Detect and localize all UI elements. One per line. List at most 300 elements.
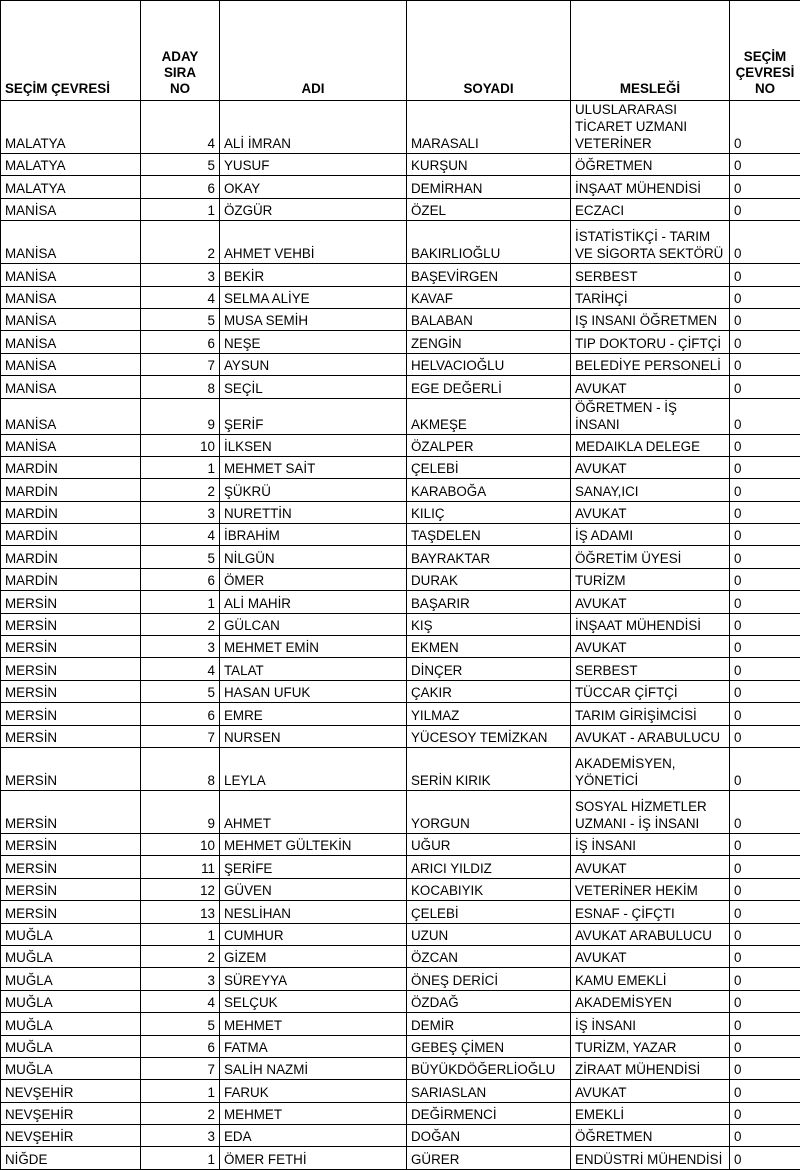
name-cell: MEHMET EMİN (220, 636, 407, 658)
profession-cell: EMEKLİ (571, 1102, 730, 1124)
surname-cell: BAYRAKTAR (407, 546, 571, 568)
district-no-cell: 0 (730, 154, 800, 176)
table-row (1, 264, 800, 286)
district-cell: MERSİN (1, 636, 141, 658)
district-no-cell: 0 (730, 790, 800, 833)
surname-cell: KOCABIYIK (407, 878, 571, 900)
table-row (1, 790, 800, 833)
order-cell: 2 (141, 945, 220, 967)
profession-cell: ENDÜSTRİ MÜHENDİSİ (571, 1147, 730, 1169)
surname-cell: ÇELEBİ (407, 901, 571, 923)
table-row (1, 901, 800, 923)
surname-cell: UĞUR (407, 833, 571, 855)
order-cell: 10 (141, 434, 220, 456)
district-cell: MALATYA (1, 176, 141, 198)
order-cell: 5 (141, 680, 220, 702)
district-cell: NEVŞEHİR (1, 1125, 141, 1147)
district-cell: NEVŞEHİR (1, 1080, 141, 1102)
profession-cell: İŞ İNSANI (571, 1013, 730, 1035)
district-no-cell: 0 (730, 1080, 800, 1102)
table-row (1, 1013, 800, 1035)
surname-cell: DOĞAN (407, 1125, 571, 1147)
name-cell: GÜVEN (220, 878, 407, 900)
name-cell: SELÇUK (220, 990, 407, 1012)
district-no-cell: 0 (730, 878, 800, 900)
profession-cell: SERBEST (571, 658, 730, 680)
order-cell: 4 (141, 286, 220, 308)
name-cell: FARUK (220, 1080, 407, 1102)
profession-cell: ÖĞRETİM ÜYESİ (571, 546, 730, 568)
name-cell: CUMHUR (220, 923, 407, 945)
surname-cell: ÖZDAĞ (407, 990, 571, 1012)
surname-cell: YÜCESOY TEMİZKAN (407, 725, 571, 747)
district-cell: MERSİN (1, 658, 141, 680)
order-cell: 1 (141, 923, 220, 945)
name-cell: İBRAHİM (220, 524, 407, 546)
district-cell: MANİSA (1, 286, 141, 308)
district-no-cell: 0 (730, 331, 800, 353)
table-row (1, 501, 800, 523)
profession-cell: ULUSLARARASI TİCARET UZMANI VETERİNER (571, 101, 730, 154)
name-cell: NURSEN (220, 725, 407, 747)
table-row (1, 1125, 800, 1147)
district-no-cell: 0 (730, 501, 800, 523)
surname-cell: YORGUN (407, 790, 571, 833)
name-cell: FATMA (220, 1035, 407, 1057)
district-cell: MANİSA (1, 398, 141, 434)
district-cell: MARDİN (1, 568, 141, 590)
district-no-cell: 0 (730, 176, 800, 198)
table-row (1, 376, 800, 398)
table-row (1, 154, 800, 176)
surname-cell: BÜYÜKDÖĞERLİOĞLU (407, 1057, 571, 1079)
profession-cell: ECZACI (571, 198, 730, 220)
order-cell: 2 (141, 479, 220, 501)
district-no-cell: 0 (730, 264, 800, 286)
profession-cell: AVUKAT (571, 456, 730, 478)
table-row (1, 923, 800, 945)
profession-cell: SANAY,ICI (571, 479, 730, 501)
surname-cell: ÇAKIR (407, 680, 571, 702)
table-row (1, 613, 800, 635)
order-cell: 7 (141, 725, 220, 747)
profession-cell: TIP DOKTORU - ÇİFTÇİ (571, 331, 730, 353)
district-cell: MERSİN (1, 703, 141, 725)
profession-cell: İSTATİSTİKÇİ - TARIM VE SİGORTA SEKTÖRÜ (571, 221, 730, 264)
surname-cell: TAŞDELEN (407, 524, 571, 546)
surname-cell: DEMİR (407, 1013, 571, 1035)
profession-cell: İŞ ADAMI (571, 524, 730, 546)
surname-cell: BALABAN (407, 308, 571, 330)
order-cell: 1 (141, 1080, 220, 1102)
name-cell: MEHMET GÜLTEKİN (220, 833, 407, 855)
name-cell: SELMA ALİYE (220, 286, 407, 308)
district-no-cell: 0 (730, 833, 800, 855)
name-cell: GİZEM (220, 945, 407, 967)
order-cell: 2 (141, 613, 220, 635)
order-cell: 2 (141, 1102, 220, 1124)
profession-cell: ÖĞRETMEN - İŞ İNSANI (571, 398, 730, 434)
surname-cell: HELVACIOĞLU (407, 353, 571, 375)
table-row (1, 968, 800, 990)
surname-cell: UZUN (407, 923, 571, 945)
district-no-cell: 0 (730, 1147, 800, 1169)
name-cell: HASAN UFUK (220, 680, 407, 702)
order-cell: 9 (141, 398, 220, 434)
district-cell: MANİSA (1, 308, 141, 330)
name-cell: ŞÜKRÜ (220, 479, 407, 501)
district-no-cell: 0 (730, 1035, 800, 1057)
header-surname: SOYADI (407, 1, 571, 101)
surname-cell: KIŞ (407, 613, 571, 635)
name-cell: ÖMER (220, 568, 407, 590)
order-cell: 10 (141, 833, 220, 855)
profession-cell: ESNAF - ÇİFÇTI (571, 901, 730, 923)
name-cell: AYSUN (220, 353, 407, 375)
district-cell: MUĞLA (1, 1035, 141, 1057)
district-no-cell: 0 (730, 968, 800, 990)
name-cell: NİLGÜN (220, 546, 407, 568)
district-no-cell: 0 (730, 658, 800, 680)
name-cell: MEHMET (220, 1102, 407, 1124)
table-row (1, 331, 800, 353)
table-row (1, 398, 800, 434)
order-cell: 6 (141, 1035, 220, 1057)
table-row (1, 353, 800, 375)
surname-cell: BAKIRLIOĞLU (407, 221, 571, 264)
district-cell: MERSİN (1, 833, 141, 855)
name-cell: YUSUF (220, 154, 407, 176)
district-cell: MUĞLA (1, 968, 141, 990)
surname-cell: KAVAF (407, 286, 571, 308)
profession-cell: İŞ İNSANI (571, 833, 730, 855)
table-row (1, 636, 800, 658)
district-no-cell: 0 (730, 546, 800, 568)
district-no-cell: 0 (730, 376, 800, 398)
table-row (1, 856, 800, 878)
district-no-cell: 0 (730, 591, 800, 613)
table-row (1, 878, 800, 900)
profession-cell: KAMU EMEKLİ (571, 968, 730, 990)
surname-cell: KARABOĞA (407, 479, 571, 501)
district-no-cell: 0 (730, 636, 800, 658)
name-cell: BEKİR (220, 264, 407, 286)
profession-cell: İNŞAAT MÜHENDİSİ (571, 176, 730, 198)
profession-cell: AVUKAT (571, 501, 730, 523)
table-row (1, 221, 800, 264)
surname-cell: ZENGİN (407, 331, 571, 353)
table-row (1, 591, 800, 613)
header-name: ADI (220, 1, 407, 101)
header-district: SEÇİM ÇEVRESİ (1, 1, 141, 101)
order-cell: 4 (141, 658, 220, 680)
order-cell: 9 (141, 790, 220, 833)
table-row (1, 456, 800, 478)
profession-cell: AVUKAT (571, 856, 730, 878)
surname-cell: MARASALI (407, 101, 571, 154)
table-row (1, 1057, 800, 1079)
surname-cell: DEĞİRMENCİ (407, 1102, 571, 1124)
district-no-cell: 0 (730, 308, 800, 330)
order-cell: 1 (141, 198, 220, 220)
profession-cell: İNŞAAT MÜHENDİSİ (571, 613, 730, 635)
district-cell: MERSİN (1, 591, 141, 613)
surname-cell: EKMEN (407, 636, 571, 658)
district-no-cell: 0 (730, 101, 800, 154)
district-no-cell: 0 (730, 680, 800, 702)
order-cell: 1 (141, 1147, 220, 1169)
table-header (1, 1, 800, 101)
district-cell: MERSİN (1, 747, 141, 790)
table-row (1, 680, 800, 702)
district-cell: MALATYA (1, 154, 141, 176)
profession-cell: AVUKAT (571, 945, 730, 967)
order-cell: 6 (141, 703, 220, 725)
order-cell: 1 (141, 591, 220, 613)
district-no-cell: 0 (730, 703, 800, 725)
district-no-cell: 0 (730, 856, 800, 878)
header-district-no: SEÇİM ÇEVRESİ NO (730, 1, 800, 101)
order-cell: 5 (141, 546, 220, 568)
district-no-cell: 0 (730, 286, 800, 308)
header-profession: MESLEĞİ (571, 1, 730, 101)
profession-cell: AKADEMİSYEN, YÖNETİCİ (571, 747, 730, 790)
district-cell: MUĞLA (1, 990, 141, 1012)
district-no-cell: 0 (730, 923, 800, 945)
surname-cell: EGE DEĞERLİ (407, 376, 571, 398)
order-cell: 12 (141, 878, 220, 900)
district-no-cell: 0 (730, 479, 800, 501)
order-cell: 6 (141, 568, 220, 590)
district-cell: NEVŞEHİR (1, 1102, 141, 1124)
profession-cell: AVUKAT (571, 1080, 730, 1102)
district-cell: MANİSA (1, 353, 141, 375)
district-cell: MANİSA (1, 376, 141, 398)
name-cell: SEÇİL (220, 376, 407, 398)
profession-cell: BELEDİYE PERSONELİ (571, 353, 730, 375)
order-cell: 6 (141, 176, 220, 198)
order-cell: 11 (141, 856, 220, 878)
district-no-cell: 0 (730, 456, 800, 478)
order-cell: 4 (141, 524, 220, 546)
surname-cell: ARICI YILDIZ (407, 856, 571, 878)
order-cell: 3 (141, 968, 220, 990)
district-cell: MARDİN (1, 456, 141, 478)
district-no-cell: 0 (730, 725, 800, 747)
district-no-cell: 0 (730, 524, 800, 546)
profession-cell: VETERİNER HEKİM (571, 878, 730, 900)
name-cell: MUSA SEMİH (220, 308, 407, 330)
table-row (1, 1080, 800, 1102)
order-cell: 8 (141, 747, 220, 790)
surname-cell: ÇELEBİ (407, 456, 571, 478)
name-cell: AHMET VEHBİ (220, 221, 407, 264)
district-no-cell: 0 (730, 1125, 800, 1147)
surname-cell: SARIASLAN (407, 1080, 571, 1102)
profession-cell: TURİZM, YAZAR (571, 1035, 730, 1057)
order-cell: 8 (141, 376, 220, 398)
district-cell: MUĞLA (1, 923, 141, 945)
district-no-cell: 0 (730, 198, 800, 220)
name-cell: NESLİHAN (220, 901, 407, 923)
name-cell: İLKSEN (220, 434, 407, 456)
district-no-cell: 0 (730, 398, 800, 434)
order-cell: 7 (141, 1057, 220, 1079)
name-cell: TALAT (220, 658, 407, 680)
district-cell: MERSİN (1, 613, 141, 635)
name-cell: NEŞE (220, 331, 407, 353)
profession-cell: TARIM GİRİŞİMCİSİ (571, 703, 730, 725)
order-cell: 5 (141, 154, 220, 176)
profession-cell: SERBEST (571, 264, 730, 286)
name-cell: ALİ MAHİR (220, 591, 407, 613)
table-row (1, 703, 800, 725)
district-no-cell: 0 (730, 747, 800, 790)
surname-cell: GEBEŞ ÇİMEN (407, 1035, 571, 1057)
order-cell: 5 (141, 1013, 220, 1035)
profession-cell: AKADEMİSYEN (571, 990, 730, 1012)
header-row (1, 1, 800, 101)
table-row (1, 286, 800, 308)
district-cell: MUĞLA (1, 1013, 141, 1035)
table-row (1, 1035, 800, 1057)
district-no-cell: 0 (730, 1102, 800, 1124)
district-cell: NİĞDE (1, 1147, 141, 1169)
district-no-cell: 0 (730, 990, 800, 1012)
name-cell: EDA (220, 1125, 407, 1147)
profession-cell: MEDAIKLA DELEGE (571, 434, 730, 456)
name-cell: AHMET (220, 790, 407, 833)
surname-cell: KILIÇ (407, 501, 571, 523)
surname-cell: SERİN KIRIK (407, 747, 571, 790)
district-cell: MERSİN (1, 856, 141, 878)
district-no-cell: 0 (730, 568, 800, 590)
table-row (1, 945, 800, 967)
name-cell: SALİH NAZMİ (220, 1057, 407, 1079)
district-cell: MERSİN (1, 901, 141, 923)
order-cell: 3 (141, 264, 220, 286)
order-cell: 6 (141, 331, 220, 353)
name-cell: ÖZGÜR (220, 198, 407, 220)
profession-cell: ÖĞRETMEN (571, 154, 730, 176)
order-cell: 3 (141, 501, 220, 523)
name-cell: NURETTİN (220, 501, 407, 523)
header-order: ADAY SIRA NO (141, 1, 220, 101)
surname-cell: DURAK (407, 568, 571, 590)
district-cell: MUĞLA (1, 1057, 141, 1079)
district-no-cell: 0 (730, 945, 800, 967)
profession-cell: AVUKAT (571, 376, 730, 398)
surname-cell: AKMEŞE (407, 398, 571, 434)
order-cell: 5 (141, 308, 220, 330)
profession-cell: TURİZM (571, 568, 730, 590)
table-row (1, 176, 800, 198)
district-no-cell: 0 (730, 1013, 800, 1035)
order-cell: 4 (141, 990, 220, 1012)
surname-cell: ÖNEŞ DERİCİ (407, 968, 571, 990)
table-row (1, 1147, 800, 1169)
table-row (1, 568, 800, 590)
surname-cell: BAŞEVİRGEN (407, 264, 571, 286)
profession-cell: TARİHÇİ (571, 286, 730, 308)
table-row (1, 725, 800, 747)
surname-cell: YILMAZ (407, 703, 571, 725)
surname-cell: ÖZCAN (407, 945, 571, 967)
table-row (1, 198, 800, 220)
profession-cell: AVUKAT ARABULUCU (571, 923, 730, 945)
district-no-cell: 0 (730, 1057, 800, 1079)
profession-cell: ZİRAAT MÜHENDİSİ (571, 1057, 730, 1079)
profession-cell: SOSYAL HİZMETLER UZMANI - İŞ İNSANI (571, 790, 730, 833)
order-cell: 4 (141, 101, 220, 154)
district-no-cell: 0 (730, 901, 800, 923)
surname-cell: ÖZEL (407, 198, 571, 220)
table-row (1, 1102, 800, 1124)
district-cell: MANİSA (1, 198, 141, 220)
district-cell: MANİSA (1, 331, 141, 353)
district-cell: MARDİN (1, 524, 141, 546)
name-cell: ALİ İMRAN (220, 101, 407, 154)
district-no-cell: 0 (730, 613, 800, 635)
district-cell: MARDİN (1, 479, 141, 501)
district-no-cell: 0 (730, 353, 800, 375)
name-cell: ŞERİF (220, 398, 407, 434)
surname-cell: DEMİRHAN (407, 176, 571, 198)
district-cell: MERSİN (1, 878, 141, 900)
table-body (1, 101, 800, 1170)
surname-cell: BAŞARIR (407, 591, 571, 613)
profession-cell: AVUKAT (571, 636, 730, 658)
table-row (1, 990, 800, 1012)
district-no-cell: 0 (730, 221, 800, 264)
profession-cell: TÜCCAR ÇİFTÇİ (571, 680, 730, 702)
profession-cell: AVUKAT (571, 591, 730, 613)
district-cell: MANİSA (1, 221, 141, 264)
district-cell: MERSİN (1, 725, 141, 747)
profession-cell: AVUKAT - ARABULUCU (571, 725, 730, 747)
district-cell: MUĞLA (1, 945, 141, 967)
district-cell: MARDİN (1, 501, 141, 523)
order-cell: 7 (141, 353, 220, 375)
table-row (1, 479, 800, 501)
surname-cell: KURŞUN (407, 154, 571, 176)
order-cell: 13 (141, 901, 220, 923)
order-cell: 3 (141, 636, 220, 658)
table-row (1, 747, 800, 790)
table-row (1, 546, 800, 568)
surname-cell: DİNÇER (407, 658, 571, 680)
surname-cell: GÜRER (407, 1147, 571, 1169)
district-no-cell: 0 (730, 434, 800, 456)
table-row (1, 434, 800, 456)
name-cell: SÜREYYA (220, 968, 407, 990)
surname-cell: ÖZALPER (407, 434, 571, 456)
order-cell: 1 (141, 456, 220, 478)
district-cell: MALATYA (1, 101, 141, 154)
district-cell: MANİSA (1, 434, 141, 456)
table-row (1, 308, 800, 330)
order-cell: 3 (141, 1125, 220, 1147)
name-cell: MEHMET SAİT (220, 456, 407, 478)
table-row (1, 833, 800, 855)
district-cell: MERSİN (1, 680, 141, 702)
name-cell: MEHMET (220, 1013, 407, 1035)
name-cell: OKAY (220, 176, 407, 198)
district-cell: MANİSA (1, 264, 141, 286)
name-cell: EMRE (220, 703, 407, 725)
order-cell: 2 (141, 221, 220, 264)
table-row (1, 658, 800, 680)
